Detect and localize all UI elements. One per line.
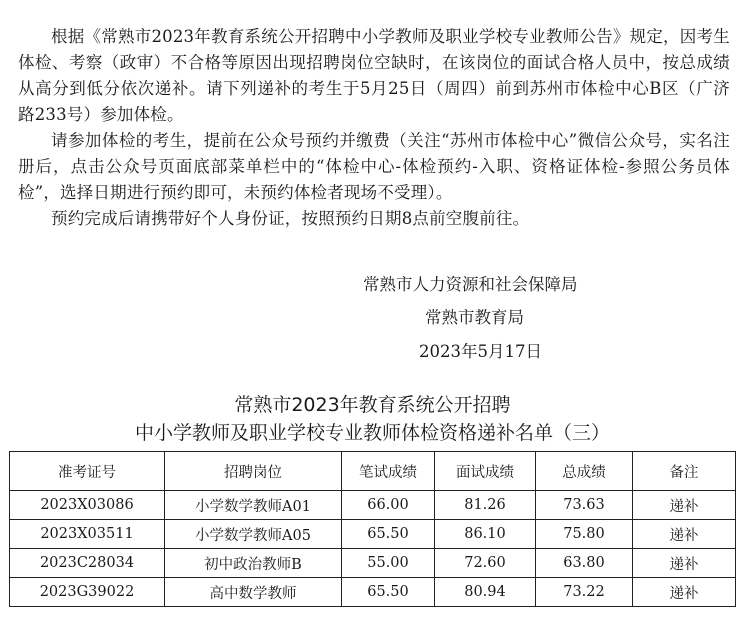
header-interview-score: 面试成绩	[435, 452, 536, 491]
supplement-list-table	[9, 451, 736, 607]
cell-total-score: 73.63	[536, 491, 633, 520]
cell-remark: 递补	[633, 549, 736, 578]
notice-paragraph-1: 根据《常熟市2023年教育系统公开招聘中小学教师及职业学校专业教师公告》规定，因考生体检、考察（政审）不合格等原因出现招聘岗位空缺时，在该岗位的面试合格人员中，按总成绩从高分到低分依次递补。请下列递补的考生于5月25日（周四）前到苏州市体检中心B区（广济路233号）参加体检。	[18, 27, 730, 124]
cell-exam-number: 2023G39022	[10, 578, 165, 607]
cell-written-score: 55.00	[342, 549, 435, 578]
cell-position: 高中数学教师	[165, 578, 342, 607]
notice-paragraph-3: 预约完成后请携带好个人身份证，按照预约日期8点前空腹前往。	[51, 209, 530, 228]
table-row	[10, 520, 736, 549]
notice-paragraph-2: 请参加体检的考生，提前在公众号预约并缴费（关注“苏州市体检中心”微信公众号，实名注册后，点击公众号页面底部菜单栏中的“体检中心-体检预约-入职、资格证体检-参照公务员体检”，选择日期进行预约即可，未预约体检者现场不受理）。	[18, 131, 730, 202]
cell-interview-score: 86.10	[435, 520, 536, 549]
list-title-line-2: 中小学教师及职业学校专业教师体检资格递补名单（三）	[134, 422, 610, 444]
header-position: 招聘岗位	[165, 452, 342, 491]
cell-position: 小学数学教师A05	[165, 520, 342, 549]
signature-org-hr: 常熟市人力资源和社会保障局	[363, 275, 578, 294]
cell-exam-number: 2023C28034	[10, 549, 165, 578]
header-exam-number: 准考证号	[10, 452, 165, 491]
table-row	[10, 491, 736, 520]
cell-position: 小学数学教师A01	[165, 491, 342, 520]
table-header-row	[10, 452, 736, 491]
cell-exam-number: 2023X03086	[10, 491, 165, 520]
cell-exam-number: 2023X03511	[10, 520, 165, 549]
notice-body	[18, 24, 730, 232]
header-remark: 备注	[633, 452, 736, 491]
cell-total-score: 75.80	[536, 520, 633, 549]
table-row	[10, 549, 736, 578]
cell-remark: 递补	[633, 491, 736, 520]
header-total-score: 总成绩	[536, 452, 633, 491]
cell-written-score: 66.00	[342, 491, 435, 520]
cell-interview-score: 81.26	[435, 491, 536, 520]
cell-remark: 递补	[633, 520, 736, 549]
header-written-score: 笔试成绩	[342, 452, 435, 491]
cell-written-score: 65.50	[342, 578, 435, 607]
cell-written-score: 65.50	[342, 520, 435, 549]
cell-total-score: 73.22	[536, 578, 633, 607]
signature-org-education: 常熟市教育局	[425, 308, 524, 327]
list-title-line-1: 常熟市2023年教育系统公开招聘	[234, 394, 511, 416]
table-row	[10, 578, 736, 607]
cell-interview-score: 72.60	[435, 549, 536, 578]
signature-date: 2023年5月17日	[419, 342, 542, 361]
cell-interview-score: 80.94	[435, 578, 536, 607]
cell-remark: 递补	[633, 578, 736, 607]
cell-position: 初中政治教师B	[165, 549, 342, 578]
cell-total-score: 63.80	[536, 549, 633, 578]
